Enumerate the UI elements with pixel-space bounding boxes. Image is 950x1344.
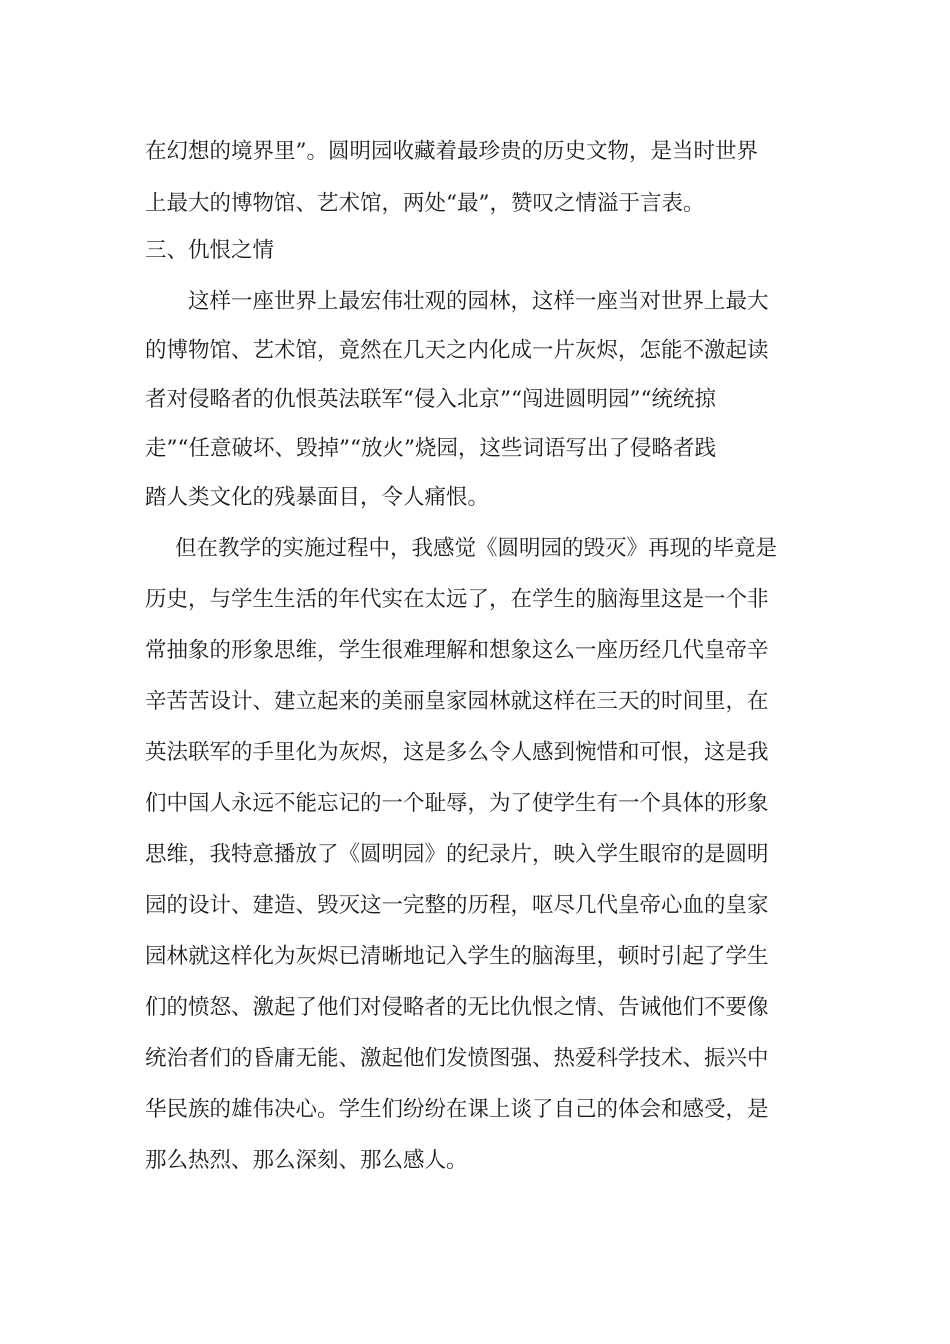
paragraph2-line-8: 园的设计、建造、毁灭这一完整的历程，呕尽几代皇帝心血的皇家 (145, 893, 769, 918)
paragraph2-line-12: 华民族的雄伟决心。学生们纷纷在课上谈了自己的体会和感受，是 (145, 1097, 769, 1122)
paragraph1-line-5: 踏人类文化的残暴面目，令人痛恨。 (145, 485, 490, 510)
paragraph2-line-2: 历史，与学生生活的年代实在太远了，在学生的脑海里这是一个非 (145, 587, 769, 612)
paragraph2-line-5: 英法联军的手里化为灰烬，这是多么令人感到惋惜和可恨，这是我 (145, 740, 769, 765)
paragraph2-line-11: 统治者们的昏庸无能、激起他们发愤图强、热爱科学技术、振兴中 (145, 1046, 769, 1071)
paragraph2-line-9: 园林就这样化为灰烬已清晰地记入学生的脑海里，顿时引起了学生 (145, 944, 769, 969)
paragraph2-line-1: 但在教学的实施过程中，我感觉《圆明园的毁灭》再现的毕竟是 (175, 536, 778, 561)
paragraph1-line-1: 这样一座世界上最宏伟壮观的园林，这样一座当对世界上最大 (188, 289, 769, 314)
paragraph2-line-6: 们中国人永远不能忘记的一个耻辱，为了使学生有一个具体的形象 (145, 791, 769, 816)
intro-line-1: 在幻想的境界里”。圆明园收藏着最珍贵的历史文物，是当时世界 (145, 139, 758, 164)
paragraph2-line-3: 常抽象的形象思维，学生很难理解和想象这么一座历经几代皇帝辛 (145, 638, 769, 663)
intro-line-2: 上最大的博物馆、艺术馆，两处“最”，赞叹之情溢于言表。 (145, 191, 705, 216)
paragraph2-line-13: 那么热烈、那么深刻、那么感人。 (145, 1148, 468, 1173)
paragraph2-line-4: 辛苦苦设计、建立起来的美丽皇家园林就这样在三天的时间里，在 (145, 689, 769, 714)
paragraph1-line-4: 走”“任意破坏、毁掉”“放火”烧园，这些词语写出了侵略者践 (145, 436, 716, 461)
paragraph2-line-10: 们的愤怒、激起了他们对侵略者的无比仇恨之情、告诫他们不要像 (145, 995, 769, 1020)
paragraph1-line-2: 的博物馆、艺术馆，竟然在几天之内化成一片灰烬，怎能不激起读 (145, 338, 769, 363)
paragraph1-line-3: 者对侵略者的仇恨英法联军“侵入北京”“闯进圆明园”“统统掠 (145, 387, 716, 412)
section-heading: 三、仇恨之情 (145, 238, 275, 263)
paragraph2-line-7: 思维，我特意播放了《圆明园》的纪录片，映入学生眼帘的是圆明 (145, 842, 769, 867)
